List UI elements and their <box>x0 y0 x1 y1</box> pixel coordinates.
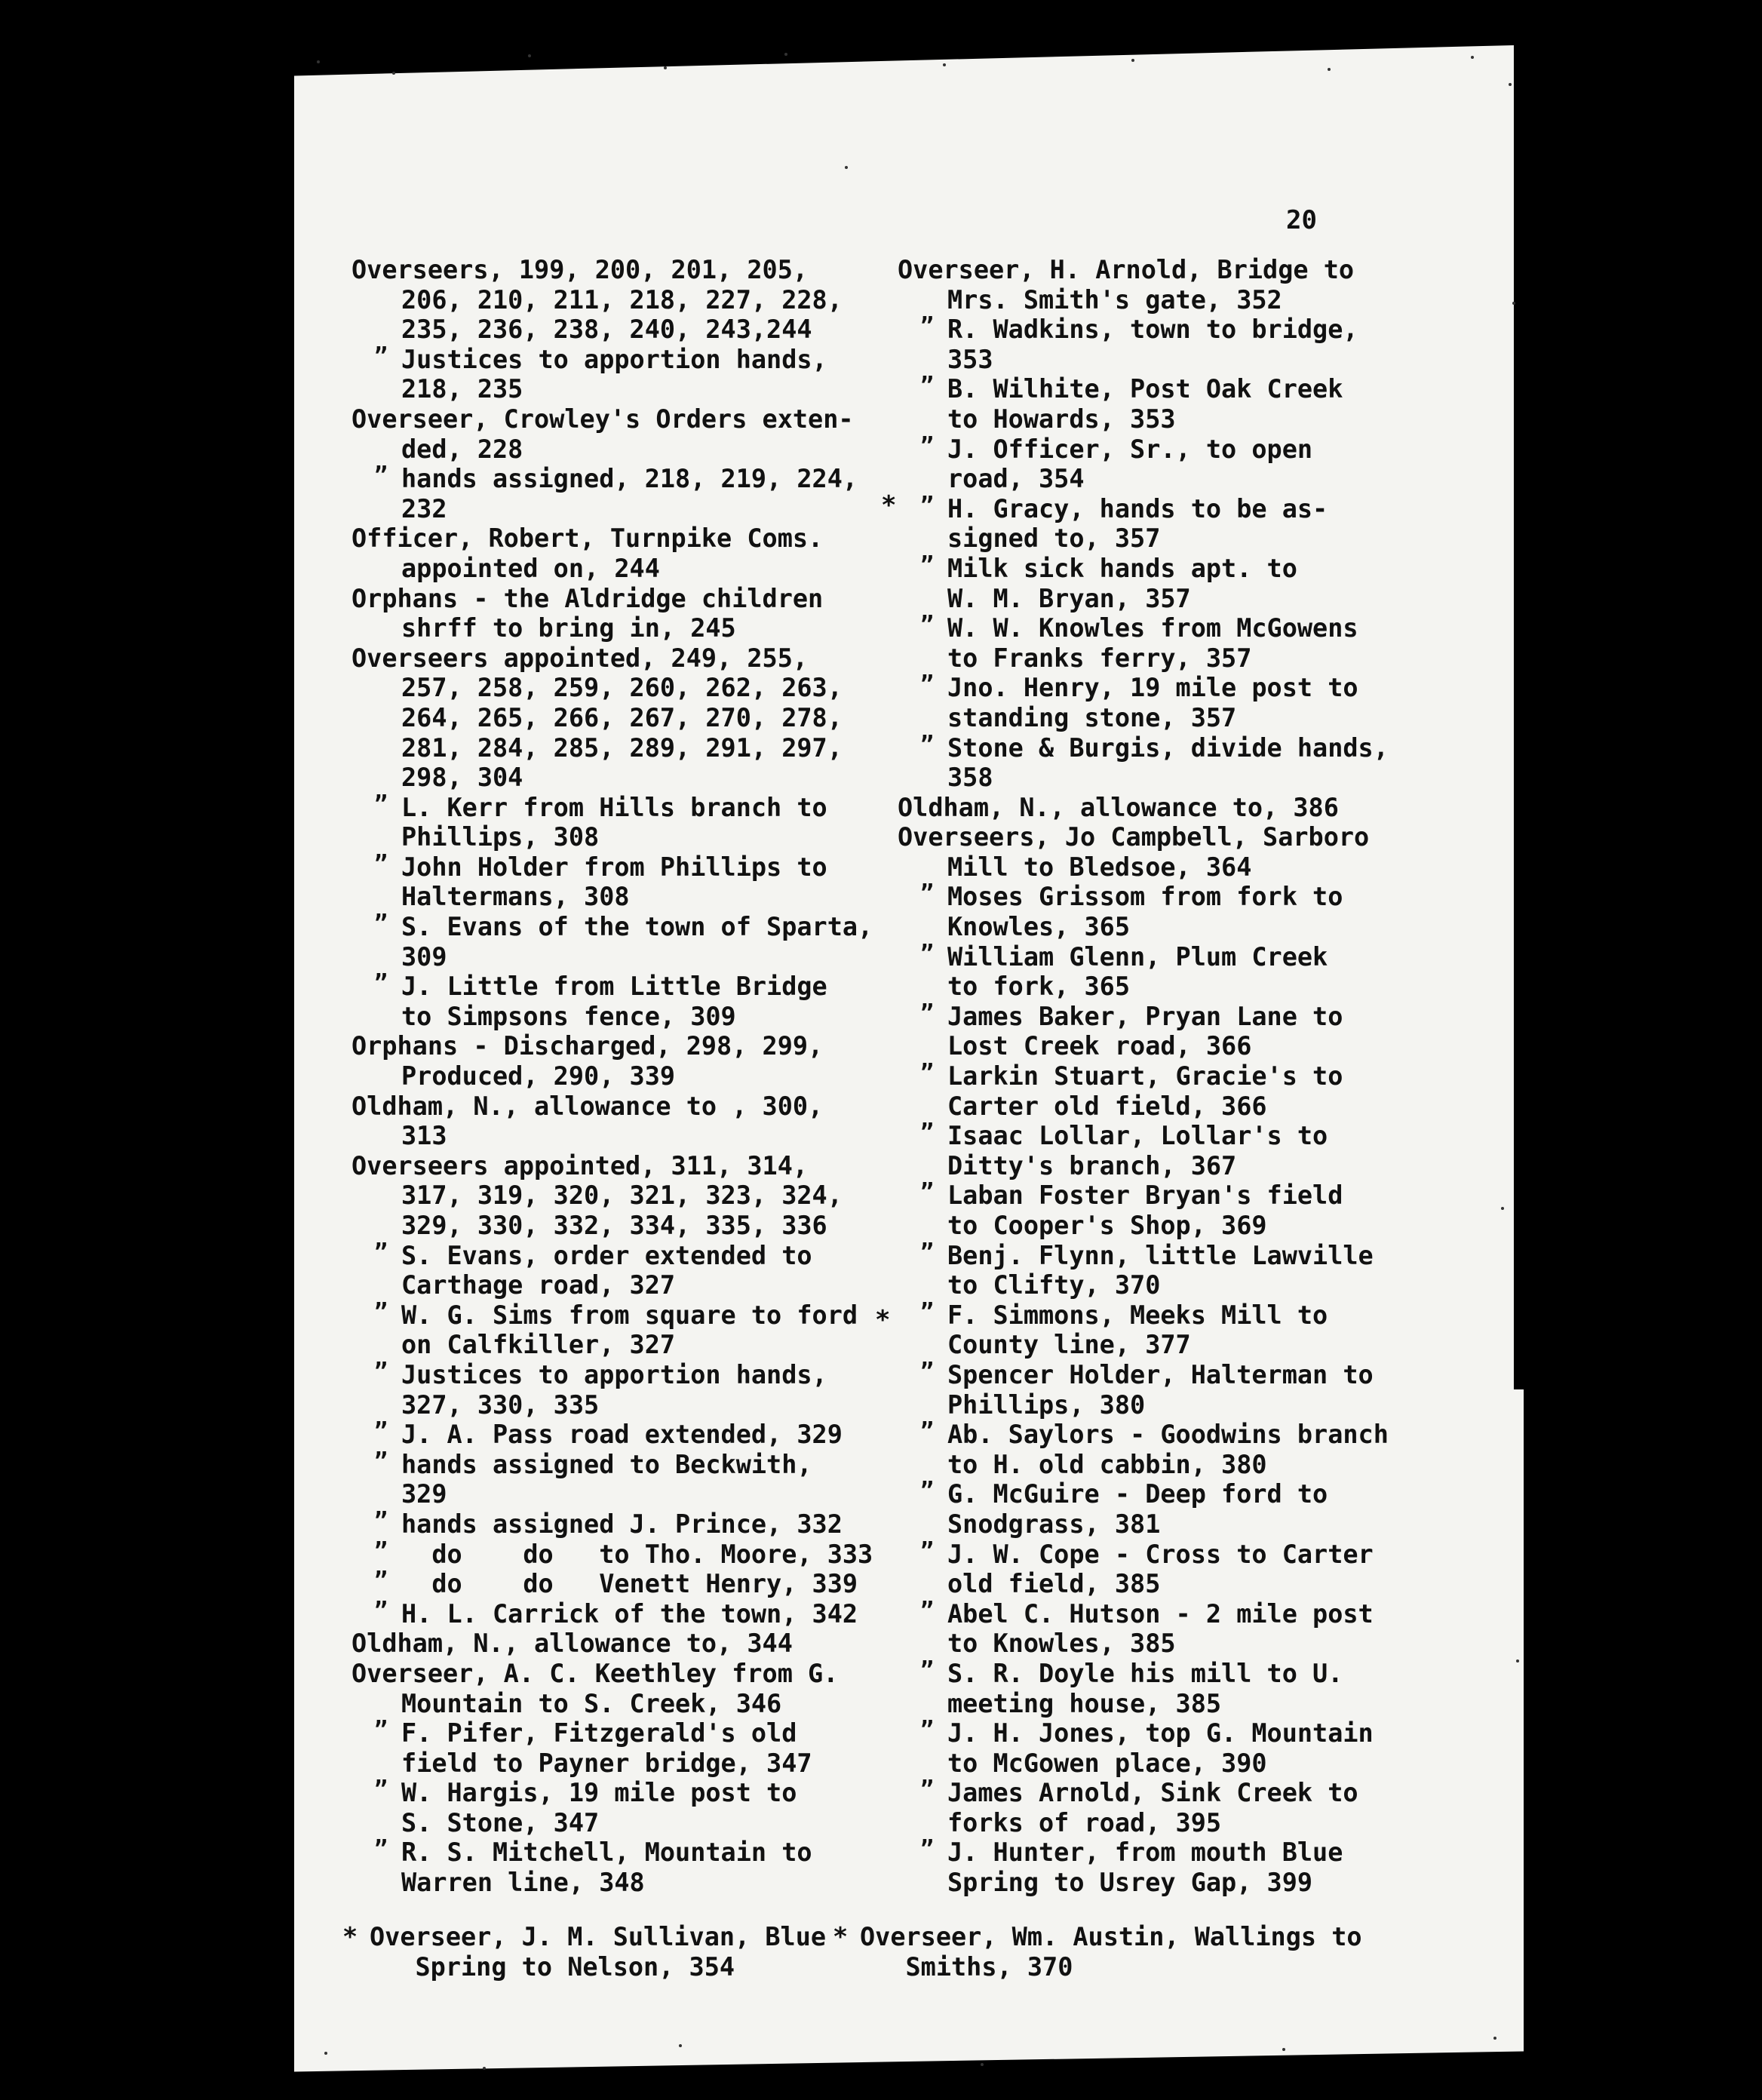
margin-asterisk: * <box>881 490 897 520</box>
entry-line: meeting house, 385 <box>947 1688 1222 1718</box>
scan-speck <box>679 2044 682 2047</box>
index-entry <box>351 852 834 912</box>
index-entry <box>351 1539 873 1570</box>
index-entry <box>351 1091 834 1151</box>
entry-line: ” do do to Tho. Moore, 333 <box>401 1539 873 1569</box>
index-entry <box>898 732 1389 793</box>
index-entry <box>351 1569 858 1599</box>
index-entry <box>351 1658 839 1718</box>
entry-line: Officer, Robert, Turnpike Coms. <box>351 523 824 554</box>
entry-line: to McGowen place, 390 <box>947 1748 1267 1778</box>
scan-speck <box>1131 59 1134 62</box>
index-entry <box>351 584 834 643</box>
index-entry <box>898 793 1380 823</box>
entry-line: Phillips, 380 <box>947 1389 1146 1420</box>
index-entry <box>898 822 1380 882</box>
entry-line: old field, 385 <box>947 1569 1161 1599</box>
entry-line: 298, 304 <box>401 763 523 793</box>
index-entry <box>351 345 834 404</box>
entry-line: 353 <box>947 344 993 374</box>
index-entry <box>898 1778 1380 1838</box>
entry-line: ” W. W. Knowles from McGowens <box>947 613 1358 643</box>
entry-line: ” hands assigned J. Prince, 332 <box>401 1509 843 1539</box>
index-entry <box>898 1838 1380 1897</box>
index-entry <box>351 643 843 793</box>
entry-line: 206, 210, 211, 218, 227, 228, <box>401 284 843 315</box>
entry-line: Oldham, N., allowance to , 300, <box>351 1091 824 1121</box>
index-entry <box>351 255 843 345</box>
entry-line: Knowles, 365 <box>947 912 1131 942</box>
index-entry <box>351 523 834 583</box>
entry-line: ” John Holder from Phillips to <box>401 852 827 882</box>
entry-line: ” R. S. Mitchell, Mountain to <box>401 1838 812 1868</box>
entry-line: Oldham, N., allowance to, 386 <box>898 792 1339 822</box>
index-entry <box>351 1150 843 1241</box>
entry-line: ” H. L. Carrick of the town, 342 <box>401 1598 858 1629</box>
scan-speck <box>981 2063 984 2066</box>
scan-speck <box>943 63 946 66</box>
entry-line: on Calfkiller, 327 <box>401 1330 676 1360</box>
index-entry <box>898 1180 1380 1240</box>
entry-line: Haltermans, 308 <box>401 882 630 912</box>
index-entry <box>898 315 1380 374</box>
index-entry <box>898 255 1380 315</box>
entry-line: ” J. Hunter, from mouth Blue <box>947 1838 1343 1868</box>
entry-line: ” William Glenn, Plum Creek <box>947 941 1328 972</box>
index-entry <box>898 942 1380 1002</box>
entry-line: ” Moses Grissom from fork to <box>947 882 1343 912</box>
entry-line: 358 <box>947 763 993 793</box>
entry-line: road, 354 <box>947 464 1085 494</box>
index-entry <box>351 1300 858 1360</box>
entry-line: Orphans - the Aldridge children <box>351 583 824 613</box>
entry-line: Ditty's branch, 367 <box>947 1150 1237 1180</box>
entry-line: to H. old cabbin, 380 <box>947 1449 1267 1479</box>
index-entry <box>351 1509 843 1540</box>
entry-line: ” hands assigned to Beckwith, <box>401 1449 812 1479</box>
index-entry <box>898 1360 1380 1420</box>
footer-line: Overseer, J. M. Sullivan, Blue <box>370 1922 827 1951</box>
entry-line: Produced, 290, 339 <box>401 1061 676 1091</box>
index-entry <box>351 1838 834 1897</box>
scan-speck <box>392 72 395 75</box>
entry-line: Carter old field, 366 <box>947 1091 1267 1121</box>
index-entry <box>898 1300 1380 1360</box>
index-entry <box>898 494 1380 554</box>
scan-speck <box>1501 1207 1504 1210</box>
index-entry <box>898 1241 1380 1300</box>
index-entry <box>898 1599 1380 1659</box>
entry-line: ” J. Officer, Sr., to open <box>947 434 1313 464</box>
entry-line: field to Payner bridge, 347 <box>401 1748 812 1778</box>
scan-speck <box>1282 2048 1285 2051</box>
entry-line: Carthage road, 327 <box>401 1270 676 1300</box>
entry-line: 329 <box>401 1479 447 1509</box>
entry-line: ” J. H. Jones, top G. Mountain <box>947 1718 1374 1748</box>
entry-line: ” B. Wilhite, Post Oak Creek <box>947 374 1343 404</box>
entry-line: ded, 228 <box>401 434 523 464</box>
scan-speck <box>784 53 787 56</box>
entry-line: ” S. Evans of the town of Sparta, <box>401 912 873 942</box>
footer-note-left <box>342 1922 827 1982</box>
entry-line: Overseer, Crowley's Orders exten- <box>351 404 854 434</box>
index-entry <box>351 1420 843 1450</box>
index-entry <box>351 1718 834 1778</box>
index-entry <box>351 1598 858 1629</box>
scan-speck <box>1328 68 1331 71</box>
footer-line: Overseer, Wm. Austin, Wallings to <box>860 1922 1362 1951</box>
entry-line: 327, 330, 335 <box>401 1389 600 1420</box>
entry-line: 257, 258, 259, 260, 262, 263, <box>401 673 843 703</box>
entry-line: ” L. Kerr from Hills branch to <box>401 792 827 822</box>
scan-speck <box>1509 83 1512 86</box>
entry-line: Oldham, N., allowance to, 344 <box>351 1629 793 1659</box>
entry-line: Overseer, H. Arnold, Bridge to <box>898 255 1355 284</box>
index-entry <box>351 1778 834 1838</box>
entry-line: 317, 319, 320, 321, 323, 324, <box>401 1180 843 1211</box>
entry-line: Overseer, A. C. Keethley from G. <box>351 1658 839 1688</box>
entry-line: ” Isaac Lollar, Lollar's to <box>947 1121 1328 1151</box>
scan-speck <box>1493 2037 1496 2040</box>
index-entry <box>898 673 1380 732</box>
entry-line: ” Milk sick hands apt. to <box>947 553 1297 583</box>
entry-line: ” F. Simmons, Meeks Mill to <box>947 1300 1328 1330</box>
entry-line: ” Benj. Flynn, little Lawville <box>947 1240 1374 1270</box>
margin-asterisk: * <box>875 1305 891 1335</box>
entry-line: Spring to Usrey Gap, 399 <box>947 1868 1313 1898</box>
entry-line: ” Larkin Stuart, Gracie's to <box>947 1061 1343 1091</box>
index-entry <box>351 1629 834 1659</box>
entry-line: ” F. Pifer, Fitzgerald's old <box>401 1718 797 1748</box>
entry-line: standing stone, 357 <box>947 702 1237 732</box>
entry-line: ” W. G. Sims from square to ford <box>401 1300 858 1330</box>
entry-line: 309 <box>401 941 447 972</box>
index-entry <box>898 1420 1389 1479</box>
footer-line: Spring to Nelson, 354 <box>370 1951 735 1982</box>
footer-note-right <box>833 1922 1362 1982</box>
entry-line: W. M. Bryan, 357 <box>947 583 1191 613</box>
entry-line: forks of road, 395 <box>947 1807 1222 1838</box>
entry-line: ” J. A. Pass road extended, 329 <box>401 1420 843 1450</box>
entry-line: Snodgrass, 381 <box>947 1509 1161 1539</box>
entry-line: 235, 236, 238, 240, 243,244 <box>401 315 812 345</box>
entry-line: shrff to bring in, 245 <box>401 613 736 643</box>
entry-line: ” James Arnold, Sink Creek to <box>947 1778 1358 1808</box>
entry-line: ” James Baker, Pryan Lane to <box>947 1001 1343 1031</box>
index-entry <box>351 1241 834 1300</box>
entry-line: to Clifty, 370 <box>947 1270 1161 1300</box>
entry-line: Overseers appointed, 249, 255, <box>351 643 809 673</box>
entry-line: Overseers appointed, 311, 314, <box>351 1150 809 1180</box>
entry-line: Overseers, 199, 200, 201, 205, <box>351 255 809 284</box>
entry-line: appointed on, 244 <box>401 553 660 583</box>
entry-line: ” Jno. Henry, 19 mile post to <box>947 673 1358 703</box>
entry-line: S. Stone, 347 <box>401 1807 600 1838</box>
page-number: 20 <box>1286 205 1317 235</box>
entry-line: 281, 284, 285, 289, 291, 297, <box>401 732 843 763</box>
entry-line: to Franks ferry, 357 <box>947 643 1252 673</box>
index-entry <box>898 1061 1380 1121</box>
entry-line: ” R. Wadkins, town to bridge, <box>947 315 1358 345</box>
entry-line: ” H. Gracy, hands to be as- <box>947 493 1328 523</box>
entry-line: Phillips, 308 <box>401 822 600 852</box>
index-entry <box>351 404 854 464</box>
entry-line: ” Abel C. Hutson - 2 mile post <box>947 1598 1374 1629</box>
entry-line: to Cooper's Shop, 369 <box>947 1211 1267 1240</box>
scan-speck <box>483 2067 486 2070</box>
entry-line: ” S. Evans, order extended to <box>401 1240 812 1270</box>
index-entry <box>351 912 873 972</box>
entry-line: Warren line, 348 <box>401 1868 645 1898</box>
index-entry <box>898 1002 1380 1061</box>
footer-line: Smiths, 370 <box>860 1951 1073 1982</box>
index-entry <box>351 1450 834 1509</box>
index-entry <box>898 1718 1380 1778</box>
entry-line: ” do do Venett Henry, 339 <box>401 1569 858 1599</box>
left-column <box>351 255 873 1898</box>
entry-line: ” Justices to apportion hands, <box>401 1359 827 1389</box>
entry-line: to Howards, 353 <box>947 404 1176 434</box>
entry-line: Mrs. Smith's gate, 352 <box>947 284 1282 315</box>
entry-line: 232 <box>401 493 447 523</box>
entry-line: 313 <box>401 1121 447 1151</box>
index-entry <box>898 882 1380 941</box>
entry-line: ” Justices to apportion hands, <box>401 344 827 374</box>
scan-speck <box>528 54 531 57</box>
entry-line: ” Ab. Saylors - Goodwins branch <box>947 1420 1389 1450</box>
index-entry <box>898 1479 1380 1539</box>
index-entry <box>351 793 834 852</box>
scan-speck <box>845 166 848 169</box>
entry-line: to Knowles, 385 <box>947 1629 1176 1659</box>
entry-line: Mill to Bledsoe, 364 <box>947 852 1252 882</box>
index-entry <box>898 554 1380 613</box>
scan-speck <box>1512 302 1515 305</box>
entry-line: Overseers, Jo Campbell, Sarboro <box>898 822 1370 852</box>
index-entry <box>351 1031 834 1091</box>
entry-line: to Simpsons fence, 309 <box>401 1001 736 1031</box>
entry-line: 218, 235 <box>401 374 523 404</box>
entry-line: ” Spencer Holder, Halterman to <box>947 1359 1374 1389</box>
index-entry <box>898 1540 1380 1599</box>
entry-line: ” J. W. Cope - Cross to Carter <box>947 1539 1374 1569</box>
scan-speck <box>1516 1659 1519 1662</box>
index-entry <box>351 1360 834 1420</box>
entry-line: Orphans - Discharged, 298, 299, <box>351 1031 824 1061</box>
entry-line: County line, 377 <box>947 1330 1191 1360</box>
entry-line: signed to, 357 <box>947 523 1161 554</box>
scan-speck <box>664 66 667 69</box>
footnote-asterisk: * <box>833 1922 849 1951</box>
entry-line: ” S. R. Doyle his mill to U. <box>947 1658 1343 1688</box>
right-column <box>898 255 1389 1898</box>
index-entry <box>898 1659 1380 1718</box>
scan-speck <box>317 60 320 63</box>
entry-line: to fork, 365 <box>947 972 1131 1002</box>
entry-line: Mountain to S. Creek, 346 <box>401 1688 782 1718</box>
index-entry <box>898 434 1380 494</box>
scan-speck <box>1471 56 1474 59</box>
entry-line: Lost Creek road, 366 <box>947 1031 1252 1061</box>
entry-line: 329, 330, 332, 334, 335, 336 <box>401 1211 827 1240</box>
entry-line: ” G. McGuire - Deep ford to <box>947 1479 1328 1509</box>
entry-line: ” W. Hargis, 19 mile post to <box>401 1778 797 1808</box>
index-entry <box>351 464 858 523</box>
entry-line: ” J. Little from Little Bridge <box>401 972 827 1002</box>
footnote-asterisk: * <box>342 1922 358 1951</box>
index-entry <box>898 374 1380 434</box>
entry-line: ” hands assigned, 218, 219, 224, <box>401 464 858 494</box>
entry-line: ” Stone & Burgis, divide hands, <box>947 732 1389 763</box>
index-entry <box>898 1121 1380 1180</box>
entry-line: ” Laban Foster Bryan's field <box>947 1180 1343 1211</box>
scan-speck <box>324 2052 327 2055</box>
entry-line: 264, 265, 266, 267, 270, 278, <box>401 702 843 732</box>
index-entry <box>351 972 834 1031</box>
index-entry <box>898 613 1380 673</box>
